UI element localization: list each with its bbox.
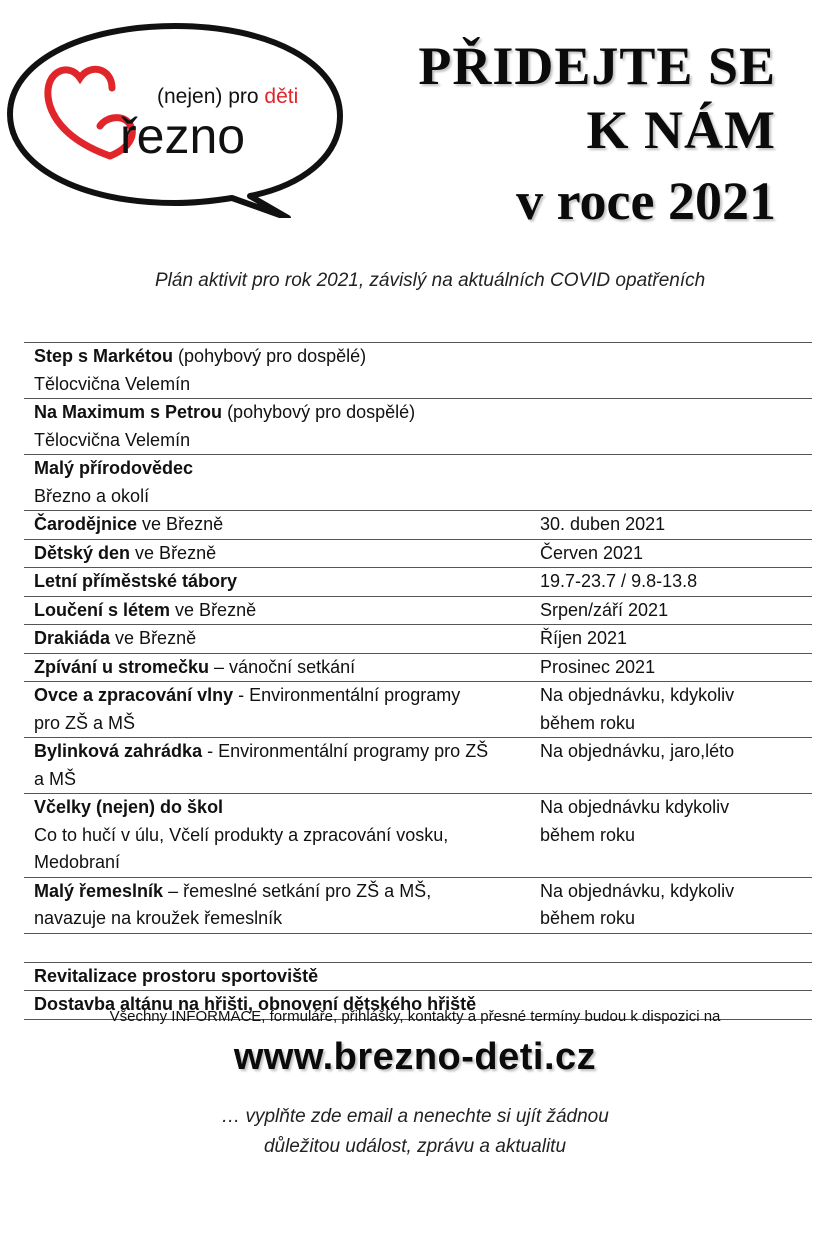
activity-date-line1: Prosinec 2021 (540, 656, 656, 677)
activity-description (24, 455, 532, 510)
headline-line2: K NÁM (586, 100, 776, 160)
activity-date (532, 625, 812, 653)
info-text: Všechny INFORMACE, formuláře, přihlášky, kontakty a přesné termíny budou k dispozici na (109, 1008, 721, 1025)
activity-date (532, 682, 812, 737)
activity-location: navazuje na kroužek řemeslník (34, 908, 283, 928)
activity-row (24, 510, 812, 539)
activity-row (24, 398, 812, 454)
activity-row (24, 737, 812, 793)
activity-title: Zpívání u stromečku (34, 656, 210, 677)
activity-location: a MŠ (34, 768, 77, 789)
activity-detail: ve Březně (137, 514, 224, 534)
activity-location: Březno a okolí (34, 485, 150, 506)
activity-date (532, 738, 812, 793)
activity-row (24, 793, 812, 877)
activity-detail: – řemeslné setkání pro ZŠ a MŠ, (163, 880, 432, 901)
activity-location: Co to hučí v úlu, Včelí produkty a zpracování vosku, (34, 824, 449, 845)
activity-date (532, 878, 812, 933)
activity-date-line1: Srpen/září 2021 (540, 599, 669, 620)
activity-description (24, 682, 532, 737)
activity-date (532, 654, 812, 682)
activity-description (24, 654, 532, 682)
activity-detail: ve Březně (170, 599, 257, 620)
activity-row (24, 454, 812, 510)
footer-line1: … vyplňte zde email a nenechte si ujít žádnou (221, 1106, 609, 1127)
activity-title: Drakiáda (34, 628, 111, 648)
activity-description (24, 738, 532, 793)
activity-location: pro ZŠ a MŠ (34, 712, 136, 733)
activity-row (24, 539, 812, 568)
activity-description (24, 511, 532, 539)
activity-date-line1: Červen 2021 (540, 542, 644, 563)
svg-text:(nejen) pro děti (157, 85, 298, 108)
activity-location: Tělocvična Velemín (34, 429, 191, 450)
activity-row (24, 342, 812, 398)
activity-date (532, 568, 812, 596)
activity-description (24, 794, 532, 877)
activity-title: Čarodějnice (34, 514, 138, 534)
activity-description (24, 343, 532, 398)
activity-date-line1: Na objednávku, kdykoliv (540, 685, 735, 705)
headline-line3: v roce 2021 (516, 171, 776, 231)
logo-tagline-prefix: (nejen) pro (157, 85, 265, 108)
table-spacer-row (24, 933, 812, 962)
activity-date-line1: Na objednávku kdykoliv (540, 797, 730, 817)
activity-row (24, 877, 812, 933)
activity-date-line1: 30. duben 2021 (540, 514, 666, 534)
activity-description (24, 540, 532, 568)
activity-date-line2: během roku (540, 712, 636, 733)
headline-line1: PŘIDEJTE SE (418, 36, 776, 96)
headline (418, 34, 776, 234)
footer-note (0, 1102, 830, 1162)
activity-detail: (pohybový pro dospělé) (222, 402, 416, 422)
activity-date (532, 343, 812, 398)
activity-date-line1: Na objednávku, kdykoliv (540, 880, 735, 901)
activity-row (24, 596, 812, 625)
activity-date-line1: 19.7-23.7 / 9.8-13.8 (540, 571, 698, 591)
footer-line2: důležitou událost, zprávu a aktualitu (263, 1136, 567, 1157)
activity-title: Loučení s létem (34, 599, 171, 620)
project-title: Revitalizace prostoru sportoviště (34, 965, 319, 986)
activity-detail: ve Březně (110, 628, 197, 648)
activity-location: Tělocvična Velemín (34, 373, 191, 394)
activity-title: Dětský den (34, 542, 131, 563)
activity-table (24, 342, 812, 1020)
speech-bubble-logo (0, 18, 350, 218)
activity-date-line2: během roku (540, 908, 636, 928)
activity-title: Bylinková zahrádka (34, 741, 203, 761)
activity-detail: - Environmentální programy (233, 685, 461, 705)
project-row (24, 962, 812, 991)
activity-date-line2: během roku (540, 824, 636, 845)
activity-date (532, 511, 812, 539)
activity-title: Malý řemeslník (34, 880, 164, 901)
activity-title: Na Maximum s Petrou (34, 402, 223, 422)
activity-date-line1: Na objednávku, jaro,léto (540, 741, 735, 761)
activity-title: Letní příměstské tábory (34, 571, 238, 591)
activity-description (24, 597, 532, 625)
activity-description (24, 399, 532, 454)
activity-detail: (pohybový pro dospělé) (173, 346, 367, 366)
plan-subtitle: Plán aktivit pro rok 2021, závislý na aktuálních COVID opatřeních (155, 270, 706, 291)
activity-date (532, 540, 812, 568)
activity-description (24, 625, 532, 653)
logo (0, 18, 350, 218)
activity-extra: Medobraní (34, 852, 121, 872)
activity-title: Step s Markétou (34, 346, 174, 366)
activity-date-line1: Říjen 2021 (540, 628, 628, 648)
activity-row (24, 624, 812, 653)
logo-name: řezno (120, 108, 246, 164)
activity-title: Včelky (nejen) do škol (34, 797, 224, 817)
activity-row (24, 681, 812, 737)
activity-row (24, 653, 812, 682)
project-title: Dostavba altánu na hřišti, obnovení dětského hřiště (34, 994, 477, 1014)
activity-description (24, 878, 532, 933)
activity-description (24, 568, 532, 596)
activity-row (24, 567, 812, 596)
activity-date (532, 794, 812, 877)
activity-title: Malý přírodovědec (34, 458, 194, 478)
activity-detail: – vánoční setkání (209, 656, 356, 677)
activity-date (532, 399, 812, 454)
activity-title: Ovce a zpracování vlny (34, 685, 234, 705)
activity-detail: - Environmentální programy pro ZŠ (202, 741, 489, 761)
activity-date (532, 455, 812, 510)
activity-date (532, 597, 812, 625)
logo-tagline-accent: děti (264, 85, 299, 108)
website-link[interactable]: www.brezno-deti.cz (233, 1036, 597, 1078)
activity-detail: ve Březně (130, 542, 217, 563)
